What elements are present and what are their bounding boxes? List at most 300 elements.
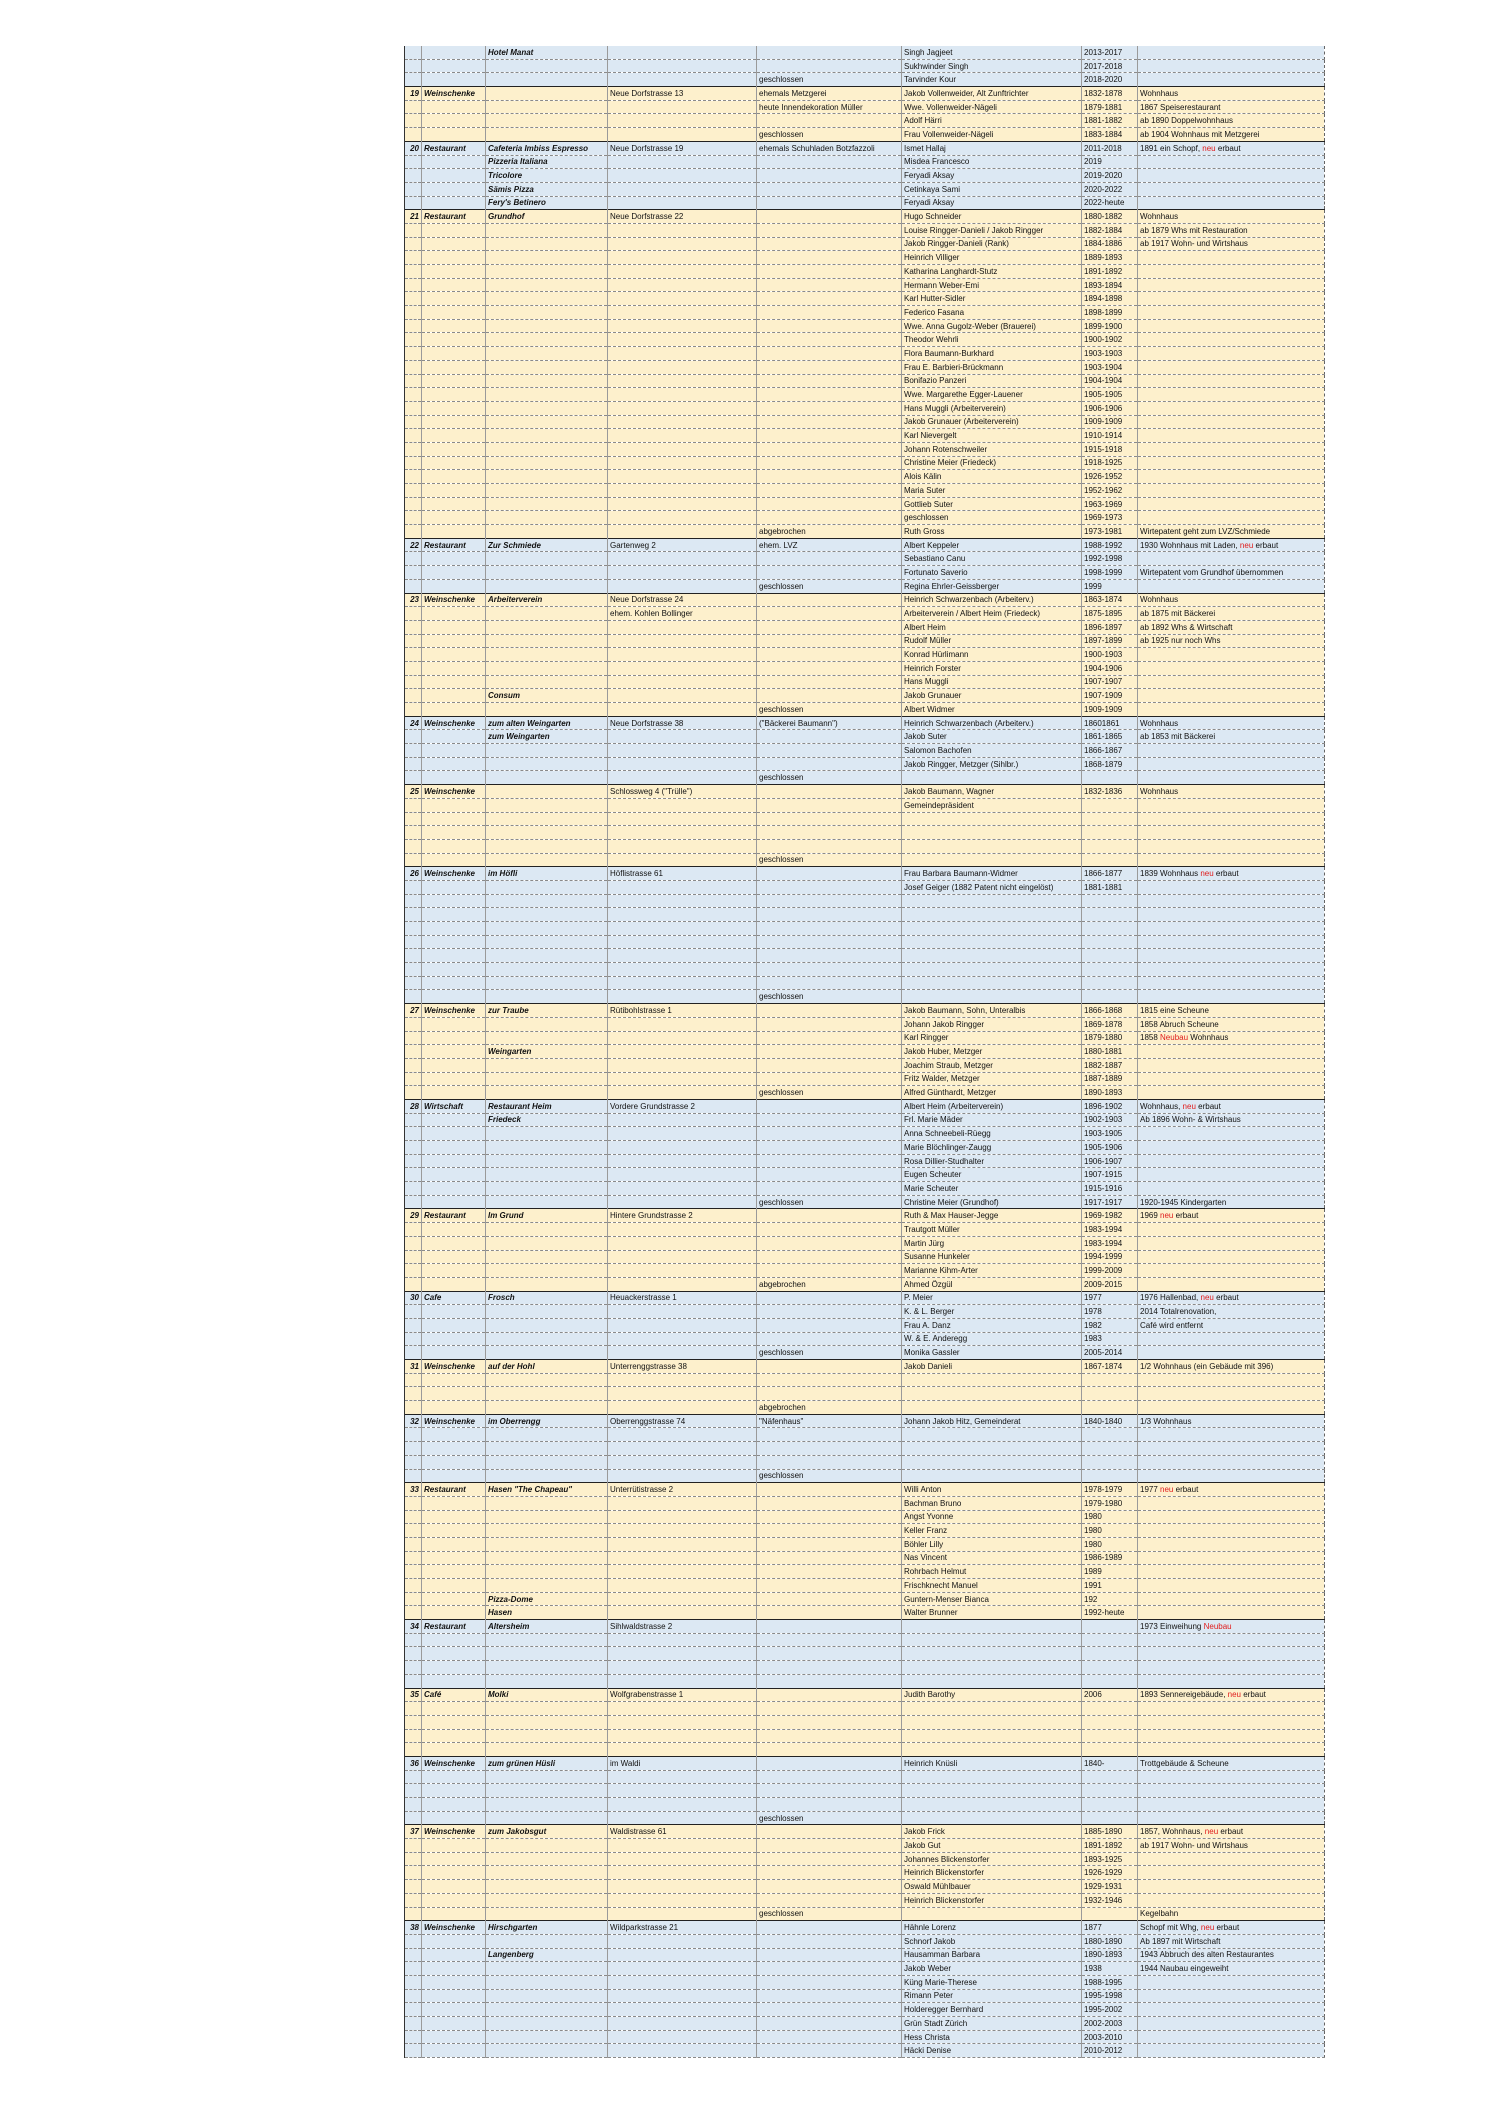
establishment-name-cell: Im Grund: [486, 1209, 608, 1223]
table-row: [405, 1099, 1325, 1113]
entry-number-cell: [405, 826, 422, 840]
building-note-cell: 2014 Totalrenovation,: [1138, 1305, 1325, 1319]
entry-number-cell: [405, 1182, 422, 1196]
status-note-cell: [757, 251, 902, 265]
building-note-cell: Kegelbahn: [1138, 1907, 1325, 1921]
address-cell: [608, 1113, 757, 1127]
address-cell: [608, 730, 757, 744]
entry-number-cell: [405, 1674, 422, 1688]
building-note-cell: Wohnhaus: [1138, 593, 1325, 607]
address-cell: [608, 634, 757, 648]
building-note-cell: [1138, 1442, 1325, 1456]
table-row: [405, 456, 1325, 470]
table-row: [405, 771, 1325, 785]
establishment-name-cell: Weingarten: [486, 1045, 608, 1059]
establishment-name-cell: [486, 703, 608, 717]
period-cell: 1866-1868: [1082, 1004, 1138, 1018]
address-cell: [608, 1893, 757, 1907]
address-cell: [608, 46, 757, 59]
status-note-cell: [757, 620, 902, 634]
table-row: [405, 1893, 1325, 1907]
table-row: [405, 1387, 1325, 1401]
host-name-cell: [902, 1387, 1082, 1401]
table-row: [405, 73, 1325, 87]
building-note-cell: [1138, 59, 1325, 73]
building-note-cell: [1138, 1141, 1325, 1155]
status-note-cell: [757, 1305, 902, 1319]
entry-number-cell: [405, 839, 422, 853]
status-note-cell: [757, 1565, 902, 1579]
establishment-type-cell: [422, 1674, 486, 1688]
establishment-type-cell: [422, 1072, 486, 1086]
building-note-cell: [1138, 1880, 1325, 1894]
entry-number-cell: [405, 579, 422, 593]
status-note-cell: [757, 333, 902, 347]
period-cell: [1082, 1811, 1138, 1825]
entry-number-cell: [405, 1510, 422, 1524]
table-row: [405, 1839, 1325, 1853]
table-row: [405, 1852, 1325, 1866]
period-cell: 2019-2020: [1082, 169, 1138, 183]
establishment-type-cell: [422, 237, 486, 251]
host-name-cell: Christine Meier (Friedeck): [902, 456, 1082, 470]
host-name-cell: Rosa Dillier-Studhalter: [902, 1154, 1082, 1168]
building-note-cell: [1138, 1168, 1325, 1182]
establishment-type-cell: [422, 839, 486, 853]
table-row: [405, 1127, 1325, 1141]
status-note-cell: [757, 1674, 902, 1688]
address-cell: [608, 1565, 757, 1579]
address-cell: [608, 1989, 757, 2003]
establishment-name-cell: [486, 648, 608, 662]
table-row: [405, 552, 1325, 566]
establishment-type-cell: [422, 347, 486, 361]
entry-number-cell: [405, 1537, 422, 1551]
establishment-name-cell: [486, 675, 608, 689]
building-note-cell: [1138, 1236, 1325, 1250]
host-name-cell: Jakob Weber: [902, 1962, 1082, 1976]
building-note-cell: [1138, 1606, 1325, 1620]
entry-number-cell: [405, 1893, 422, 1907]
address-cell: [608, 1318, 757, 1332]
status-note-cell: [757, 880, 902, 894]
establishment-name-cell: [486, 1305, 608, 1319]
establishment-type-cell: Weinschenke: [422, 1921, 486, 1935]
host-name-cell: Heinrich Blickenstorfer: [902, 1893, 1082, 1907]
period-cell: [1082, 1469, 1138, 1483]
period-cell: 1904-1906: [1082, 661, 1138, 675]
address-cell: [608, 839, 757, 853]
establishment-type-cell: [422, 935, 486, 949]
status-note-cell: [757, 388, 902, 402]
building-note-cell: 1815 eine Scheune: [1138, 1004, 1325, 1018]
highlight-text: neu: [1204, 1827, 1219, 1837]
establishment-type-cell: Restaurant: [422, 1209, 486, 1223]
establishment-name-cell: [486, 1893, 608, 1907]
establishment-name-cell: [486, 744, 608, 758]
highlight-text: neu: [1239, 540, 1254, 550]
period-cell: 1986-1989: [1082, 1551, 1138, 1565]
host-name-cell: W. & E. Anderegg: [902, 1332, 1082, 1346]
period-cell: 1869-1878: [1082, 1017, 1138, 1031]
entry-number-cell: 35: [405, 1688, 422, 1702]
building-note-cell: Ab 1897 mit Wirtschaft: [1138, 1934, 1325, 1948]
establishment-type-cell: [422, 470, 486, 484]
building-note-cell: [1138, 292, 1325, 306]
establishment-type-cell: [422, 1661, 486, 1675]
period-cell: 1889-1893: [1082, 251, 1138, 265]
entry-number-cell: [405, 525, 422, 539]
establishment-type-cell: [422, 1346, 486, 1360]
entry-number-cell: [405, 1045, 422, 1059]
host-name-cell: Karl Hutter-Sidler: [902, 292, 1082, 306]
establishment-name-cell: Molki: [486, 1688, 608, 1702]
establishment-type-cell: Restaurant: [422, 141, 486, 155]
address-cell: [608, 1852, 757, 1866]
period-cell: 1978-1979: [1082, 1483, 1138, 1497]
address-cell: Hintere Grundstrasse 2: [608, 1209, 757, 1223]
status-note-cell: [757, 1428, 902, 1442]
status-note-cell: geschlossen: [757, 703, 902, 717]
establishment-type-cell: Cafe: [422, 1291, 486, 1305]
building-note-cell: ab 1917 Wohn- und Wirtshaus: [1138, 1839, 1325, 1853]
table-row: [405, 470, 1325, 484]
address-cell: [608, 59, 757, 73]
period-cell: 1991: [1082, 1579, 1138, 1593]
entry-number-cell: [405, 922, 422, 936]
address-cell: [608, 812, 757, 826]
status-note-cell: [757, 1798, 902, 1812]
establishment-type-cell: Weinschenke: [422, 1004, 486, 1018]
status-note-cell: [757, 1017, 902, 1031]
establishment-type-cell: [422, 429, 486, 443]
establishment-type-cell: [422, 1907, 486, 1921]
status-note-cell: "Näfenhaus": [757, 1414, 902, 1428]
building-note-cell: [1138, 1072, 1325, 1086]
status-note-cell: [757, 1647, 902, 1661]
entry-number-cell: [405, 388, 422, 402]
status-note-cell: abgebrochen: [757, 1277, 902, 1291]
host-name-cell: [902, 1798, 1082, 1812]
address-cell: [608, 292, 757, 306]
table-row: [405, 1045, 1325, 1059]
period-cell: 1907-1915: [1082, 1168, 1138, 1182]
period-cell: 1906-1907: [1082, 1154, 1138, 1168]
building-note-cell: [1138, 812, 1325, 826]
entry-number-cell: [405, 976, 422, 990]
period-cell: 1866-1877: [1082, 867, 1138, 881]
period-cell: 1900-1903: [1082, 648, 1138, 662]
table-row: [405, 976, 1325, 990]
establishment-type-cell: [422, 949, 486, 963]
building-note-cell: [1138, 1086, 1325, 1100]
status-note-cell: [757, 2017, 902, 2031]
building-note-cell: Wirtepatent geht zum LVZ/Schmiede: [1138, 525, 1325, 539]
establishment-name-cell: [486, 429, 608, 443]
host-name-cell: Heinrich Forster: [902, 661, 1082, 675]
establishment-name-cell: [486, 1524, 608, 1538]
period-cell: 1884-1886: [1082, 237, 1138, 251]
status-note-cell: [757, 785, 902, 799]
address-cell: [608, 990, 757, 1004]
building-note-cell: [1138, 1127, 1325, 1141]
establishment-type-cell: [422, 388, 486, 402]
address-cell: [608, 278, 757, 292]
establishment-name-cell: [486, 1661, 608, 1675]
table-row: [405, 442, 1325, 456]
period-cell: 1926-1952: [1082, 470, 1138, 484]
building-note-cell: [1138, 442, 1325, 456]
table-row: [405, 785, 1325, 799]
host-name-cell: [902, 812, 1082, 826]
status-note-cell: [757, 470, 902, 484]
establishment-name-cell: [486, 1264, 608, 1278]
address-cell: [608, 347, 757, 361]
establishment-name-cell: [486, 908, 608, 922]
table-row: [405, 1168, 1325, 1182]
establishment-type-cell: [422, 1948, 486, 1962]
status-note-cell: [757, 1483, 902, 1497]
establishment-type-cell: [422, 401, 486, 415]
establishment-type-cell: [422, 730, 486, 744]
period-cell: 2013-2017: [1082, 46, 1138, 59]
building-note-cell: ab 1925 nur noch Whs: [1138, 634, 1325, 648]
establishment-type-cell: Restaurant: [422, 538, 486, 552]
building-note-cell: [1138, 1373, 1325, 1387]
establishment-name-cell: [486, 497, 608, 511]
establishment-name-cell: [486, 963, 608, 977]
table-row: [405, 716, 1325, 730]
building-note-cell: [1138, 497, 1325, 511]
building-note-cell: ab 1892 Whs & Wirtschaft: [1138, 620, 1325, 634]
entry-number-cell: [405, 1264, 422, 1278]
host-name-cell: Willi Anton: [902, 1483, 1082, 1497]
establishment-name-cell: [486, 1031, 608, 1045]
building-note-cell: [1138, 798, 1325, 812]
establishment-name-cell: zum alten Weingarten: [486, 716, 608, 730]
establishment-name-cell: [486, 1962, 608, 1976]
address-cell: [608, 1839, 757, 1853]
table-row: [405, 1442, 1325, 1456]
status-note-cell: [757, 1839, 902, 1853]
period-cell: 1882-1884: [1082, 223, 1138, 237]
establishment-name-cell: [486, 1729, 608, 1743]
building-note-cell: [1138, 976, 1325, 990]
establishment-name-cell: [486, 661, 608, 675]
table-row: [405, 265, 1325, 279]
establishment-type-cell: [422, 812, 486, 826]
status-note-cell: [757, 1250, 902, 1264]
table-row: [405, 1346, 1325, 1360]
establishment-name-cell: [486, 360, 608, 374]
table-row: [405, 388, 1325, 402]
address-cell: [608, 566, 757, 580]
status-note-cell: [757, 169, 902, 183]
status-note-cell: [757, 1715, 902, 1729]
status-note-cell: geschlossen: [757, 73, 902, 87]
establishment-name-cell: [486, 853, 608, 867]
status-note-cell: [757, 59, 902, 73]
establishment-type-cell: [422, 223, 486, 237]
establishment-name-cell: [486, 1058, 608, 1072]
establishment-type-cell: [422, 1113, 486, 1127]
entry-number-cell: [405, 223, 422, 237]
address-cell: [608, 1469, 757, 1483]
host-name-cell: Häcki Denise: [902, 2044, 1082, 2058]
host-name-cell: Frau E. Barbieri-Brückmann: [902, 360, 1082, 374]
period-cell: 1992-1998: [1082, 552, 1138, 566]
building-note-cell: [1138, 908, 1325, 922]
table-row: [405, 1592, 1325, 1606]
host-name-cell: Frischknecht Manuel: [902, 1579, 1082, 1593]
establishment-name-cell: [486, 976, 608, 990]
entry-number-cell: [405, 1072, 422, 1086]
entry-number-cell: [405, 949, 422, 963]
establishment-name-cell: [486, 1017, 608, 1031]
address-cell: [608, 1510, 757, 1524]
establishment-type-cell: [422, 1141, 486, 1155]
table-row: [405, 812, 1325, 826]
address-cell: [608, 415, 757, 429]
entry-number-cell: [405, 169, 422, 183]
host-name-cell: Joachim Straub, Metzger: [902, 1058, 1082, 1072]
establishment-name-cell: Consum: [486, 689, 608, 703]
address-cell: [608, 1729, 757, 1743]
table-row: [405, 703, 1325, 717]
period-cell: 1980: [1082, 1524, 1138, 1538]
establishment-name-cell: [486, 442, 608, 456]
establishment-type-cell: [422, 511, 486, 525]
building-note-cell: Schopf mit Whg, neu erbaut: [1138, 1921, 1325, 1935]
establishment-type-cell: [422, 1058, 486, 1072]
table-row: [405, 2030, 1325, 2044]
period-cell: 1902-1903: [1082, 1113, 1138, 1127]
table-row: [405, 949, 1325, 963]
status-note-cell: [757, 306, 902, 320]
status-note-cell: [757, 826, 902, 840]
address-cell: [608, 2003, 757, 2017]
host-name-cell: Albert Heim: [902, 620, 1082, 634]
address-cell: [608, 1195, 757, 1209]
status-note-cell: geschlossen: [757, 990, 902, 1004]
building-note-cell: [1138, 265, 1325, 279]
entry-number-cell: [405, 511, 422, 525]
highlight-text: neu: [1227, 1690, 1241, 1700]
entry-number-cell: [405, 798, 422, 812]
establishment-type-cell: [422, 1442, 486, 1456]
period-cell: 1867-1874: [1082, 1360, 1138, 1374]
establishment-type-cell: [422, 2030, 486, 2044]
status-note-cell: [757, 1702, 902, 1716]
table-row: [405, 675, 1325, 689]
address-cell: [608, 1661, 757, 1675]
establishment-type-cell: [422, 1168, 486, 1182]
address-cell: ehem. Kohlen Bollinger: [608, 607, 757, 621]
establishment-name-cell: [486, 265, 608, 279]
entry-number-cell: [405, 497, 422, 511]
host-name-cell: Wwe. Anna Gugolz-Weber (Brauerei): [902, 319, 1082, 333]
building-note-cell: ab 1890 Doppelwohnhaus: [1138, 114, 1325, 128]
host-name-cell: Misdea Francesco: [902, 155, 1082, 169]
establishment-name-cell: [486, 552, 608, 566]
entry-number-cell: [405, 908, 422, 922]
entry-number-cell: [405, 607, 422, 621]
status-note-cell: [757, 1893, 902, 1907]
establishment-type-cell: [422, 922, 486, 936]
entry-number-cell: [405, 1113, 422, 1127]
building-note-cell: [1138, 470, 1325, 484]
status-note-cell: [757, 757, 902, 771]
status-note-cell: geschlossen: [757, 1086, 902, 1100]
entry-number-cell: [405, 1907, 422, 1921]
period-cell: 1909-1909: [1082, 703, 1138, 717]
address-cell: [608, 1551, 757, 1565]
table-row: [405, 182, 1325, 196]
host-name-cell: Jakob Grunauer (Arbeiterverein): [902, 415, 1082, 429]
host-name-cell: Karl Ringger: [902, 1031, 1082, 1045]
building-note-cell: [1138, 1989, 1325, 2003]
establishment-name-cell: [486, 2017, 608, 2031]
establishment-type-cell: Weinschenke: [422, 1825, 486, 1839]
address-cell: Sihlwaldstrasse 2: [608, 1620, 757, 1634]
entry-number-cell: [405, 1934, 422, 1948]
establishment-name-cell: [486, 1223, 608, 1237]
establishment-name-cell: [486, 1674, 608, 1688]
entry-number-cell: 33: [405, 1483, 422, 1497]
status-note-cell: [757, 976, 902, 990]
establishment-type-cell: [422, 251, 486, 265]
period-cell: 1910-1914: [1082, 429, 1138, 443]
address-cell: [608, 1784, 757, 1798]
building-note-cell: [1138, 1154, 1325, 1168]
table-row: [405, 894, 1325, 908]
period-cell: [1082, 839, 1138, 853]
entry-number-cell: [405, 1743, 422, 1757]
period-cell: 1952-1962: [1082, 484, 1138, 498]
establishment-name-cell: Langenberg: [486, 1948, 608, 1962]
status-note-cell: [757, 1962, 902, 1976]
establishment-type-cell: [422, 1154, 486, 1168]
address-cell: [608, 1524, 757, 1538]
entry-number-cell: [405, 278, 422, 292]
host-name-cell: [902, 894, 1082, 908]
status-note-cell: [757, 607, 902, 621]
establishment-name-cell: [486, 1907, 608, 1921]
address-cell: [608, 1633, 757, 1647]
host-name-cell: geschlossen: [902, 511, 1082, 525]
table-row: [405, 1004, 1325, 1018]
period-cell: 1887-1889: [1082, 1072, 1138, 1086]
entry-number-cell: [405, 1715, 422, 1729]
establishment-type-cell: [422, 771, 486, 785]
entry-number-cell: [405, 1332, 422, 1346]
table-row: [405, 484, 1325, 498]
address-cell: [608, 100, 757, 114]
establishment-type-cell: [422, 1606, 486, 1620]
entry-number-cell: [405, 2017, 422, 2031]
establishment-name-cell: [486, 880, 608, 894]
host-name-cell: Louise Ringger-Danieli / Jakob Ringger: [902, 223, 1082, 237]
establishment-name-cell: [486, 2003, 608, 2017]
table-row: [405, 798, 1325, 812]
entry-number-cell: [405, 2044, 422, 2058]
address-cell: [608, 1880, 757, 1894]
establishment-name-cell: [486, 333, 608, 347]
table-row: [405, 1647, 1325, 1661]
establishment-type-cell: [422, 1031, 486, 1045]
entry-number-cell: [405, 1784, 422, 1798]
host-name-cell: [902, 1743, 1082, 1757]
